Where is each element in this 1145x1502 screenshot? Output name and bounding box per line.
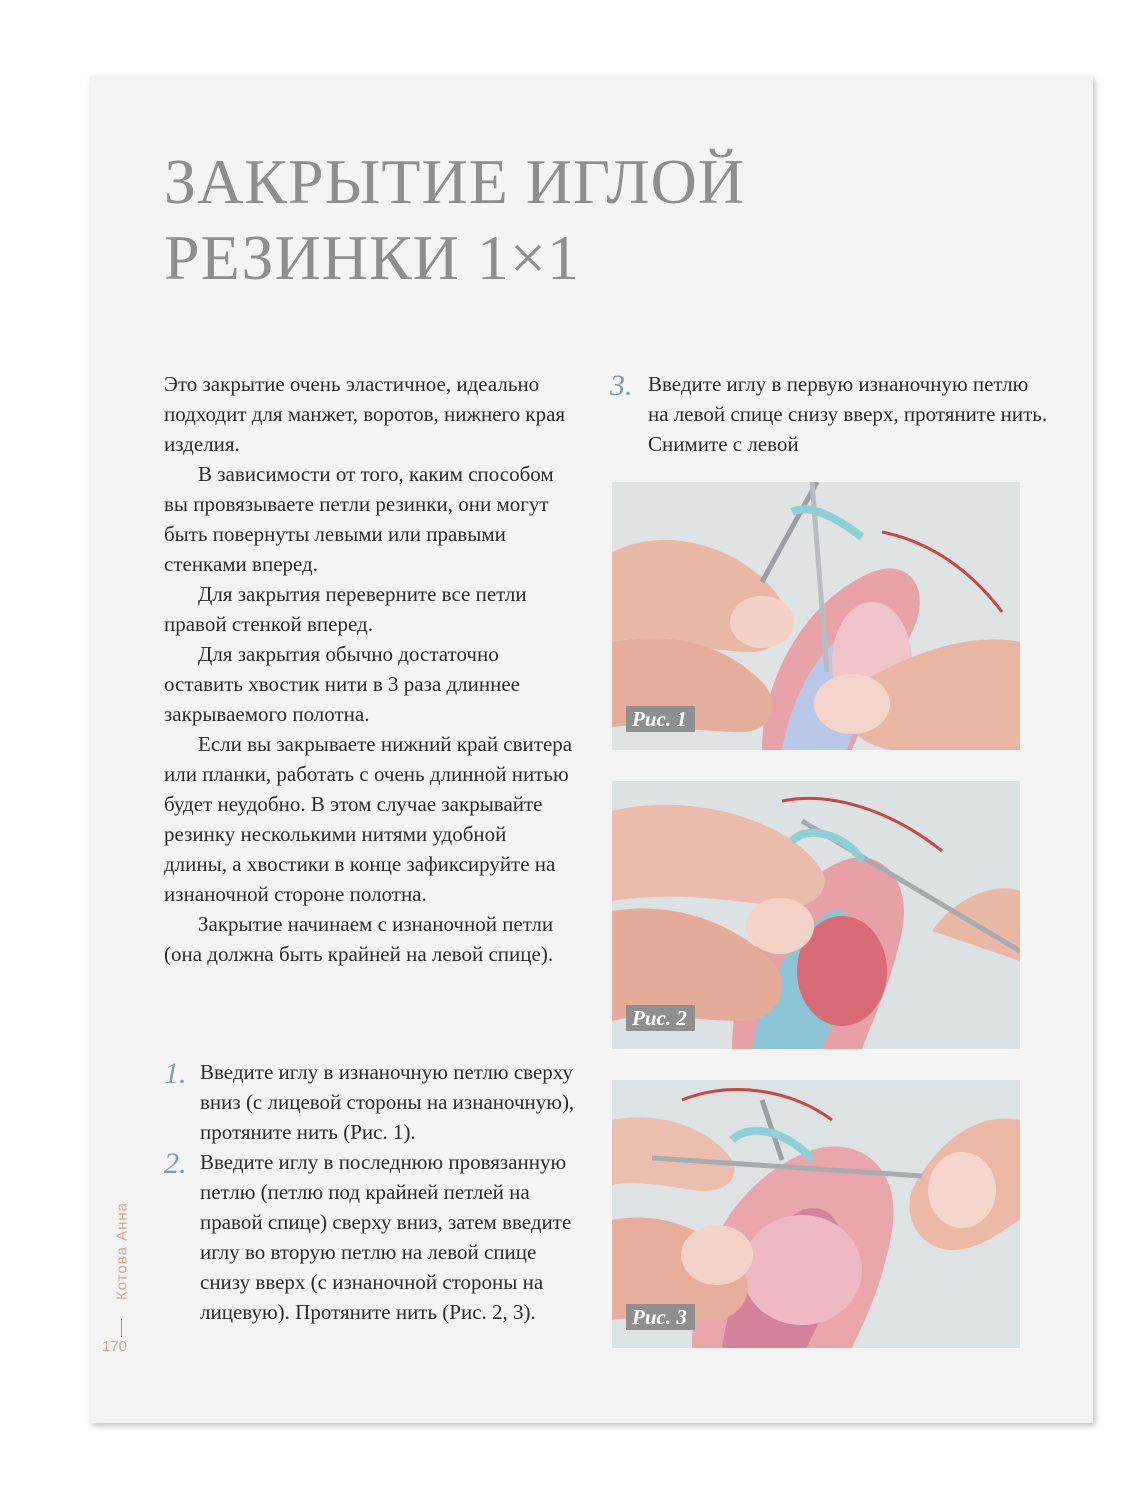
paragraph: Это закрытие очень эластичное, идеально подходит для манжет, воротов, нижнего края изделия. [164, 372, 566, 456]
steps-list-continued [610, 369, 1050, 459]
figure-2-label: Рис. 2 [626, 1005, 695, 1031]
paragraph: Для закрытия переверните все петли правой стенкой вперед. [164, 582, 527, 636]
author-name [112, 1191, 132, 1311]
sidebar-author [112, 1191, 132, 1351]
page-number: 170 [102, 1338, 128, 1355]
step-3 [610, 369, 1050, 459]
figure-1-label: Рис. 1 [626, 706, 695, 732]
book-page [90, 76, 1093, 1423]
paragraph: Если вы закрываете нижний край свитера или планки, работать с очень длинной нитью будет неудобно. В этом случае закрывайте резинку несколькими нитями удобной длины, а хвостики в конце зафиксируйте на изнаночной стороне полотна. [164, 732, 573, 906]
figure-2-photo [612, 781, 1020, 1049]
step-1 [164, 1057, 584, 1147]
author-name-text: Котова Анна [113, 1201, 131, 1301]
sidebar-divider [121, 1319, 122, 1337]
figure-1-photo [612, 482, 1020, 750]
title-line-1: ЗАКРЫТИЕ ИГЛОЙ [164, 146, 746, 217]
paragraph: Закрытие начинаем с изнаночной петли (она должна быть крайней на левой спице). [164, 912, 554, 966]
step-2 [164, 1147, 584, 1327]
intro-text [164, 369, 574, 969]
step-text: Введите иглу в первую изнаночную петлю на левой спице снизу вверх, протяните нить. Снимите с левой [648, 372, 1048, 456]
page-title [164, 144, 745, 296]
step-number: 3. [610, 369, 633, 402]
step-text: Введите иглу в изнаночную петлю сверху вниз (с лицевой стороны на изнаночную), протяните нить (Рис. 1). [200, 1060, 575, 1144]
step-text: Введите иглу в последнюю провязанную петлю (петлю под крайней петлей на правой спице) сверху вниз, затем введите иглу во вторую петлю на левой спице снизу вверх (с изнаночной стороны на лицевую). Протяните нить (Рис. 2, 3). [200, 1150, 572, 1324]
step-number: 1. [164, 1057, 187, 1090]
paragraph: Для закрытия обычно достаточно оставить хвостик нити в 3 раза длиннее закрываемого полотна. [164, 642, 521, 726]
steps-list [164, 1057, 584, 1327]
figure-3-label: Рис. 3 [626, 1304, 695, 1330]
step-number: 2. [164, 1147, 187, 1180]
paragraph: В зависимости от того, каким способом вы провязываете петли резинки, они могут быть повернуты левыми или правыми стенками вперед. [164, 462, 554, 576]
figure-3-photo [612, 1080, 1020, 1348]
title-line-2: РЕЗИНКИ 1×1 [164, 222, 580, 293]
